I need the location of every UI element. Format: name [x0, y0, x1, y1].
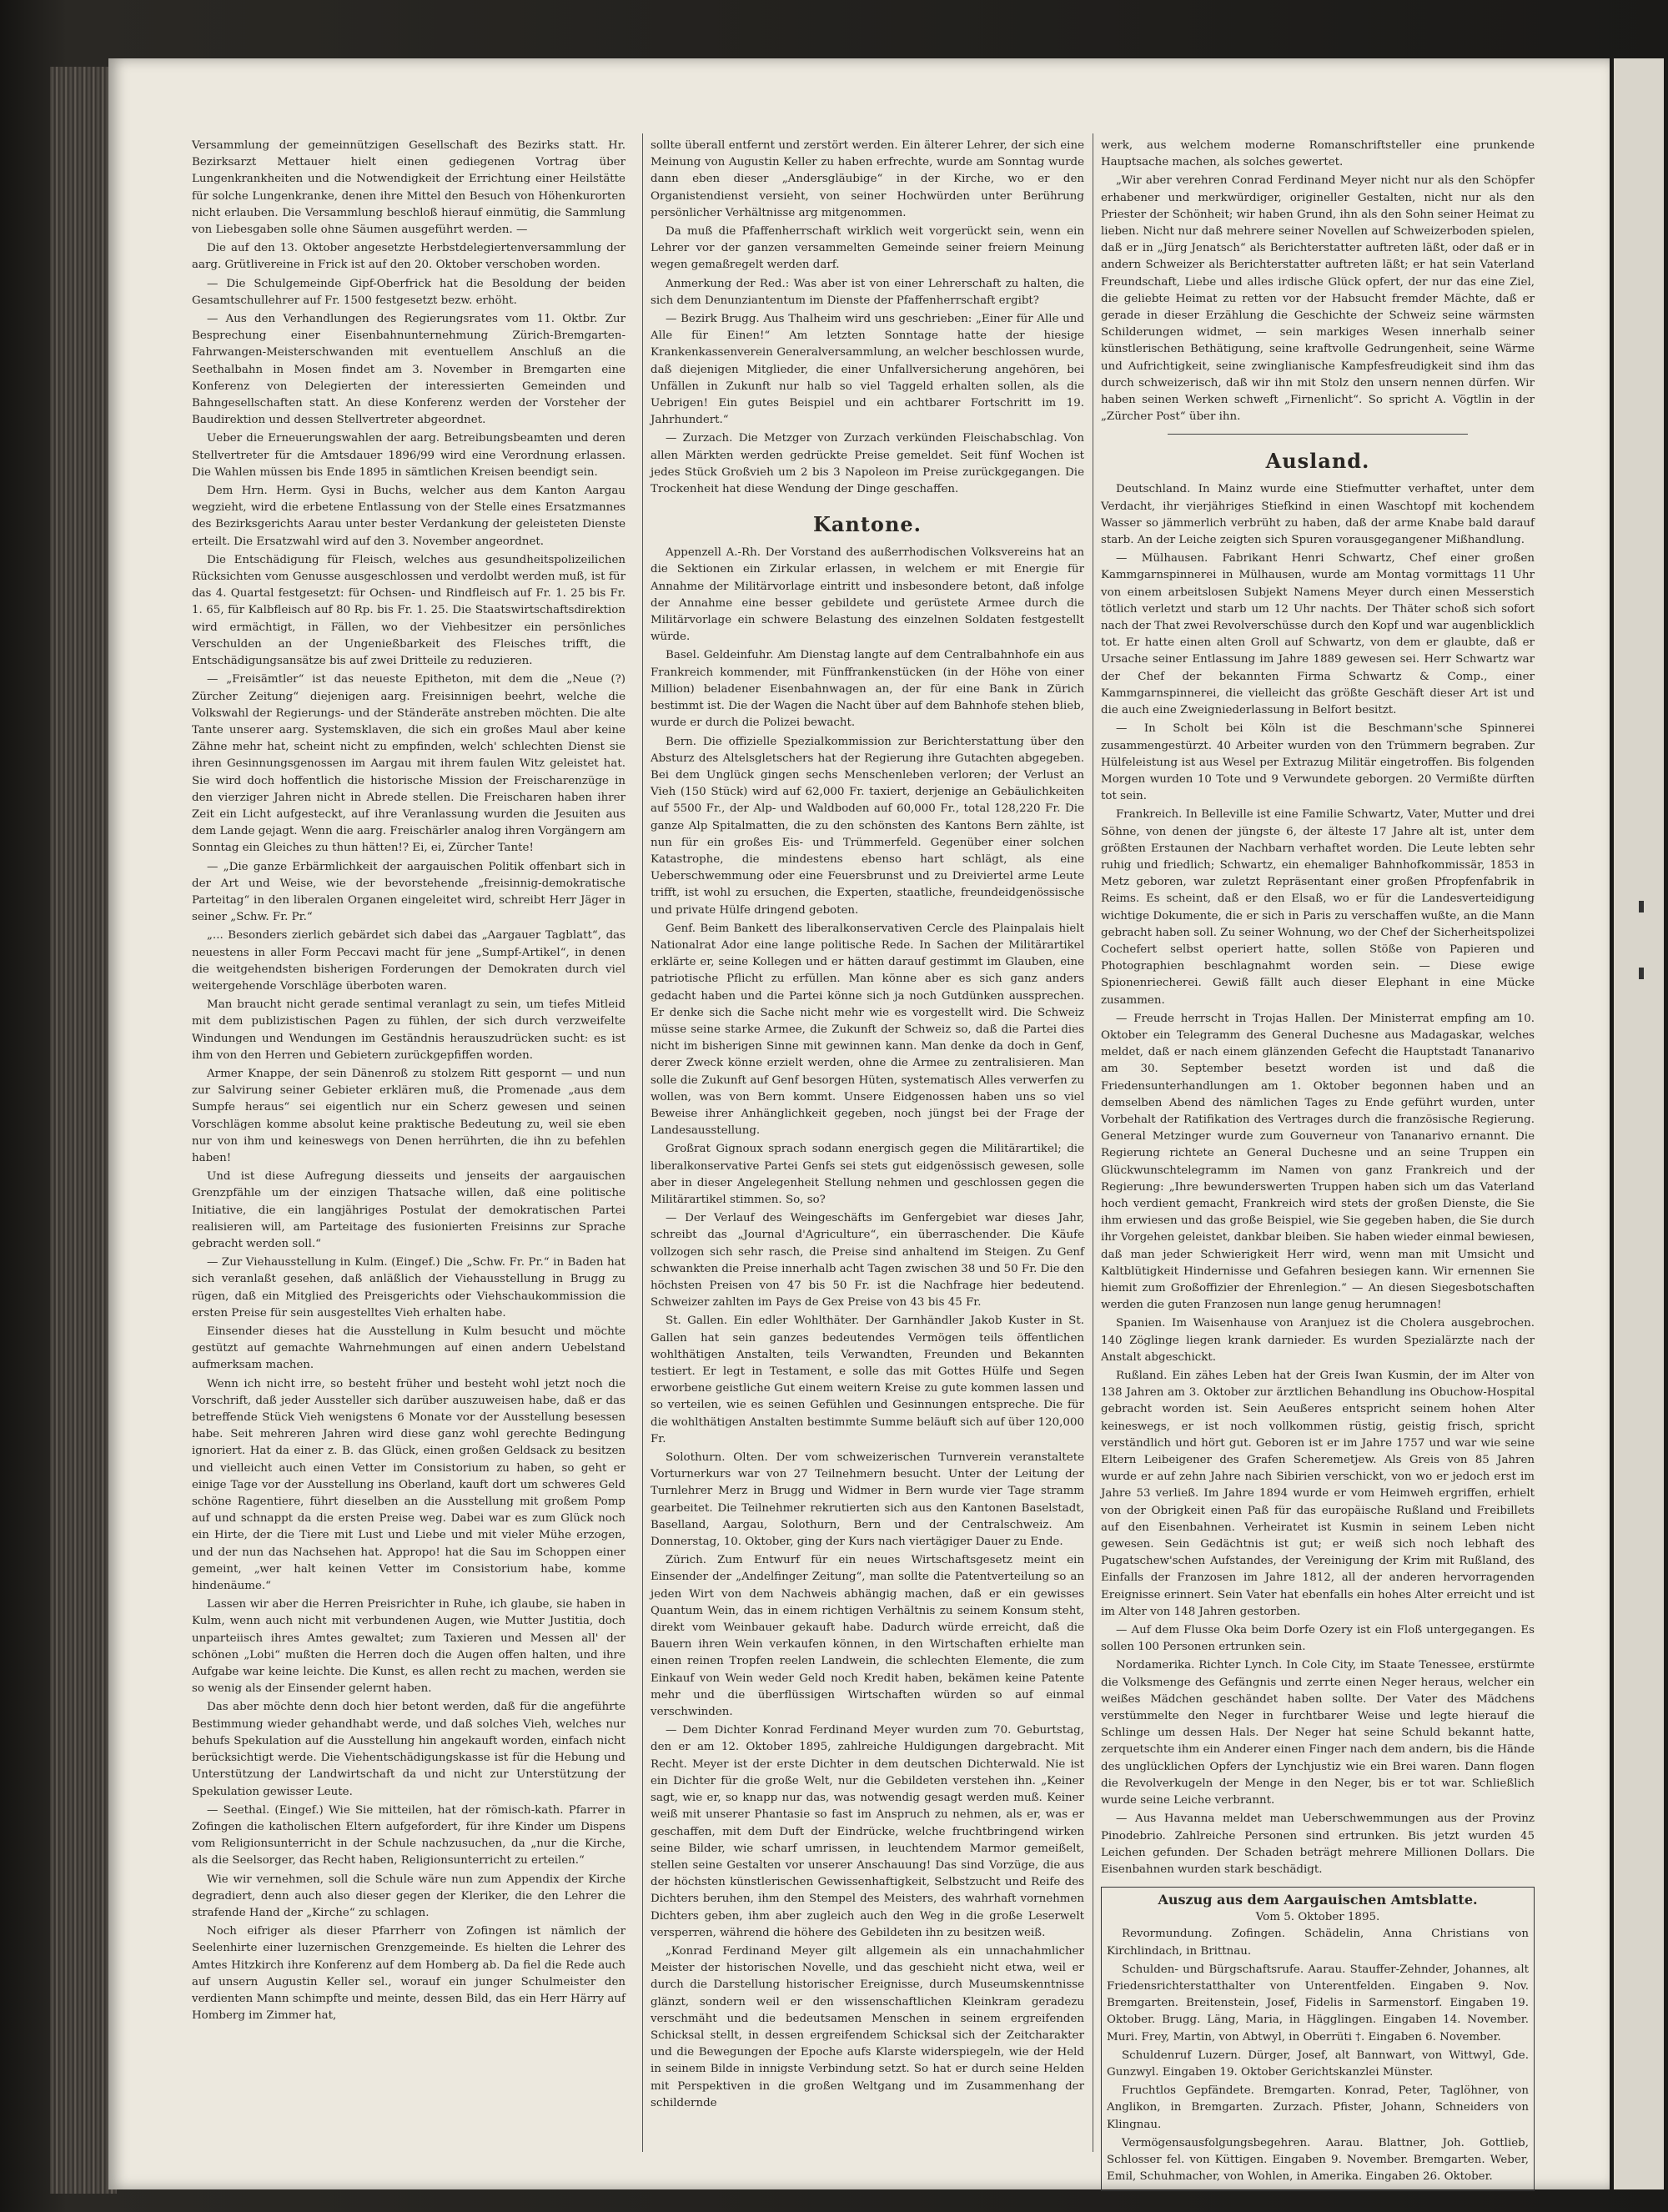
- article-paragraph: werk, aus welchem moderne Romanschriftsteller eine prunkende Hauptsache machen, als solches gewertet.: [1101, 139, 1535, 169]
- article-paragraph: Einsender dieses hat die Ausstellung in Kulm besucht und möchte gestützt auf gemachte Wahrnehmungen auf einen andern Uebelstand aufmerksam machen.: [192, 1325, 626, 1372]
- article-paragraph: Wie wir vernehmen, soll die Schule wäre nun zum Appendix der Kirche degradiert, denn auch also dieser gegen der Kleriker, die den Lehrer die strafende Hand der „Kirche“ zu schlagen.: [192, 1873, 626, 1919]
- article-paragraph: „Konrad Ferdinand Meyer gilt allgemein als ein unnachahmlicher Meister der historischen Novelle, und das geschieht nicht etwa, weil er durch die Darstellung historischer Ereignisse, durch Museumskenntnisse glänzt, sondern weil er den wissenschaftlichen Kleinkram geradezu verschmäht und die bedeutsamen Menschen in seinem ergreifenden Schicksal stellt, in dessen ergreifendem Schicksal sich der Zeitcharakter und die Bewegungen der Epoche aufs Klarste widerspiegeln, wie der Held in seinem Bilde in innigste Verbindung setzt. So hat er durch seine Helden mit Perspektiven in die großen Weltgang und im Zusammenhang der schildernde: [651, 1944, 1084, 2109]
- article-paragraph: Deutschland. In Mainz wurde eine Stiefmutter verhaftet, unter dem Verdacht, ihr vierjähriges Stiefkind in einen Waschtopf mit kochendem Wasser so jämmerlich verbrüht zu haben, daß der arme Knabe bald darauf starb. An der Leiche zeigten sich Spuren vorausgegangener Mißhandlung.: [1101, 483, 1535, 547]
- article-paragraph: Nordamerika. Richter Lynch. In Cole City, im Staate Tenessee, erstürmte die Volksmenge des Gefängnis und zerrte einen Neger heraus, welcher ein weißes Mädchen geschändet haben sollte. Der Vater des Mädchens verstümmelte den Neger in furchtbarer Weise und legte hierauf die Schlinge um dessen Hals. Der Neger hat seine Schuld bekannt hatte, zerquetschte ihm ein Anderer einen Finger nach dem andern, bis die Hände des unglücklichen Opfers der Lynchjustiz wie ein Brei waren. Dann flogen die Revolverkugeln der Menge in den Neger, bis er tot war. Schließlich wurde seine Leiche verbrannt.: [1101, 1659, 1535, 1807]
- article-paragraph: Großrat Gignoux sprach sodann energisch gegen die Militärartikel; die liberalkonservative Partei Genfs sei stets gut eidgenössisch gewesen, solle aber in dieser Angelegenheit Stellung nehmen und geschlossen gegen die Militärartikel stimmen. So, so?: [651, 1143, 1084, 1206]
- box-entry: Fruchtlos Gepfändete. Bremgarten. Konrad, Peter, Taglöhner, von Anglikon, in Bremgarten. Zurzach. Pfister, Johann, Schneiders von Klingnau.: [1107, 2084, 1529, 2131]
- next-page-edge: [1614, 58, 1664, 2189]
- article-paragraph: — Mülhausen. Fabrikant Henri Schwartz, Chef einer großen Kammgarnspinnerei in Mülhausen, wurde am Montag vormittags 11 Uhr von einem arbeitslosen Subjekt Namens Meyer durch einen Messerstich tötlich verletzt und starb um 12 Uhr nachts. Der Thäter schoß sich sofort nach der That zwei Revolverschüsse durch den Kopf und war augenblicklich tot. Er hatte einen alten Groll auf Schwartz, von dem er glaubte, daß er Ursache seiner Entlassung im Jahre 1889 gewesen sei. Herr Schwartz war der Chef der bekannten Firma Schwartz & Comp., einer Kammgarnspinnerei, die vielleicht das größte Geschäft dieser Art ist und die auch eine Zweigniederlassung in Belfort besitzt.: [1101, 552, 1535, 717]
- box-entry: Revormundung. Zofingen. Schädelin, Anna Christians von Kirchlindach, in Brittnau.: [1107, 1928, 1529, 1958]
- article-paragraph: Wenn ich nicht irre, so besteht früher und besteht wohl jetzt noch die Vorschrift, daß jeder Aussteller sich darüber auszuweisen habe, daß er das betreffende Stück Vieh wenigstens 6 Monate vor der Ausstellung besessen habe. Seit mehreren Jahren wird diese ganz wohl gerechte Bedingung ignoriert. Hat da einer z. B. das Glück, einen großen Geldsack zu besitzen und vielleicht auch einen Vetter im Consistorium zu haben, so geht er einige Tage vor der Ausstellung ins Oberland, kauft dort um schweres Geld schöne Ragentiere, führt dieselben an die Ausstellung mit großem Pomp auf und schnappt da die ersten Preise weg. Dabei war es zum Glück noch ein Hirte, der die Tiere mit Lust und Liebe und mit vieler Mühe erzogen, und der nun das Nachsehen hat. Appropo! hat die Sau im Schoppen einer gemeint, „wer halt keinen Vetter im Consistorium habe, komme hindenäume.“: [192, 1377, 626, 1593]
- article-paragraph: Basel. Geldeinfuhr. Am Dienstag langte auf dem Centralbahnhofe ein aus Frankreich kommender, mit Fünffrankenstücken (in der Höhe von einer Million) beladener Eisenbahnwagen an, der für eine Bank in Zürich bestimmt ist. Die der Wagen die Nacht über auf dem Bahnhofe stehen blieb, wurde er durch die Polizei bewacht.: [651, 649, 1084, 730]
- article-paragraph: Und ist diese Aufregung diesseits und jenseits der aargauischen Grenzpfähle um der einzigen Thatsache willen, daß eine politische Initiative, die ein langjähriges Postulat der demokratischen Partei realisieren will, am Parteitage des fusionierten Freisinns zur Sprache gebracht werden soll.“: [192, 1170, 626, 1250]
- box-entry: Schulden- und Bürgschaftsrufe. Aarau. Stauffer-Zehnder, Johannes, alt Friedensrichterstatthalter von Unterentfelden. Eingaben 9. Nov. Bremgarten. Breitenstein, Josef, Fidelis in Sarmenstorf. Eingaben 19. Oktober. Brugg. Läng, Maria, in Hägglingen. Eingaben 14. November. Muri. Frey, Martin, von Abtwyl, in Oberrüti †. Eingaben 6. November.: [1107, 1963, 1529, 2044]
- column-3: [1101, 138, 1535, 2184]
- article-paragraph: — Zur Viehausstellung in Kulm. (Eingef.) Die „Schw. Fr. Pr.“ in Baden hat sich veranlaßt gesehen, daß anläßlich der Viehausstellung in Brugg zu rügen, daß ein Mitglied des Preisgerichts oder Viehschaukommission die ersten Preise für sein ausgestelltes Vieh erhalten habe.: [192, 1256, 626, 1320]
- article-paragraph: — Seethal. (Eingef.) Wie Sie mitteilen, hat der römisch-kath. Pfarrer in Zofingen die katholischen Eltern aufgefordert, für ihre Kinder um Dispens vom Religionsunterricht in der Schule nachzusuchen, da „nur die Kirche, als die Seelsorger, das Recht haben, Religionsunterricht zu erteilen.“: [192, 1803, 626, 1868]
- article-paragraph: — Freude herrscht in Trojas Hallen. Der Ministerrat empfing am 10. Oktober ein Telegramm des General Duchesne aus Madagaskar, welches meldet, daß er nach einem glänzenden Gefecht die Hauptstadt Tananarivo am 30. September besetzt worden ist und daß die Friedensunterhandlungen am 1. Oktober begonnen haben und an demselben Abend des nämlichen Tages zu Ende geführt wurden, unter Vorbehalt der Ratifikation des Vertrages durch die französische Regierung. General Metzinger wurde zum Gouverneur von Tananarivo ernannt. Die Regierung richtete an General Duchesne und an seine Truppen ein Glückwunschtelegramm im Namen von ganz Frankreich und der Regierung: „Ihre bewunderswerten Truppen haben sich um das Vaterland hoch verdient gemacht, Frankreich wird stets der großen Dienste, die Sie ihm erwiesen und das große Beispiel, wie Sie gegeben haben, die Sie durch ihr Vorgehen geleistet, dankbar bleiben. Sie haben wieder einmal bewiesen, daß man jeder Schwierigkeit Herr wird, wenn man mit Umsicht und Kaltblütigkeit Hindernisse und Gefahren besiegen kann. Wir ernennen Sie hiemit zum Großoffizier der Ehrenlegion.“ — An diesen Siegesbotschaften werden die guten Franzosen nun lange genug herumnagen!: [1101, 1012, 1535, 1312]
- article-paragraph: — In Scholt bei Köln ist die Beschmann'sche Spinnerei zusammengestürzt. 40 Arbeiter wurden von den Trümmern begraben. Zur Hülfeleistung ist aus Wesel per Extrazug Militär eingetroffen. Bis folgenden Morgen wurden 10 Tote und 9 Verwundete geborgen. 20 Vermißte dürften tot sein.: [1101, 722, 1535, 803]
- article-paragraph: — Zurzach. Die Metzger von Zurzach verkünden Fleischabschlag. Von allen Märkten werden gedrückte Preise gemeldet. Seit fünf Wochen ist jedes Stück Großvieh um 2 bis 3 Napoleon im Preise zurückgegangen. Die Trockenheit hat diese Wendung der Dinge geschaffen.: [651, 432, 1084, 496]
- article-paragraph: Ueber die Erneuerungswahlen der aarg. Betreibungsbeamten und deren Stellvertreter für die Amtsdauer 1896/99 wird eine Verordnung erlassen. Die Wahlen müssen bis Ende 1895 in sämtlichen Kreisen beendigt sein.: [192, 432, 626, 479]
- article-paragraph: St. Gallen. Ein edler Wohlthäter. Der Garnhändler Jakob Kuster in St. Gallen hat sein ganzes bedeutendes Vermögen teils öffentlichen wohlthätigen Anstalten, teils Verwandten, Freunden und Bekannten testiert. Er legt in Testament, e solle das mit Gottes Hülfe und Segen erworbene geistliche Gut einem weitern Kreise zu gute kommen lassen und so verteilen, wie es seinen Gefühlen und Gesinnungen entspreche. Die für die wohlthätigen Anstalten bestimmte Summe beläuft sich auf über 120,000 Fr.: [651, 1315, 1084, 1445]
- article-paragraph: Lassen wir aber die Herren Preisrichter in Ruhe, ich glaube, sie haben in Kulm, wenn auch nicht mit verbundenen Augen, wie Mutter Justitia, doch unparteiisch ihres Amtes gewaltet; zum Taxieren und Messen all' der schönen „Lobi“ mußten die Herren doch die Augen offen halten, und ihre Aufgabe war keine leichte. Die Kunst, es allen recht zu machen, werden sie so wenig als der Einsender gelernt haben.: [192, 1598, 626, 1696]
- book-binding: [50, 67, 117, 2194]
- article-paragraph: — Bezirk Brugg. Aus Thalheim wird uns geschrieben: „Einer für Alle und Alle für Einen!“ Am letzten Sonntage hatte der hiesige Krankenkassenverein Generalversammlung, an welcher beschlossen wurde, daß diejenigen Mitglieder, die einer Unfallversicherung angehören, bei Unfällen in Zukunft nur halb so viel Taggeld erhalten sollen, als die Uebrigen! Ein gutes Beispiel und ein achtbarer Fortschritt im 19. Jahrhundert.“: [651, 313, 1084, 427]
- page-edge-mark: [1639, 901, 1644, 912]
- article-paragraph: Da muß die Pfaffenherrschaft wirklich weit vorgerückt sein, wenn ein Lehrer vor der ganzen versammelten Gemeinde seiner freiern Meinung wegen gemaßregelt werden darf.: [651, 225, 1084, 272]
- article-paragraph: sollte überall entfernt und zerstört werden. Ein älterer Lehrer, der sich eine Meinung von Augustin Keller zu haben erfrechte, wurde am Sonntag wurde dann eben dieser „Andersgläubige“ in der Kirche, wo er den Organistendienst versieht, von seiner Hochwürden unter Berührung persönlicher Verhältnisse arg mitgenommen.: [651, 139, 1084, 219]
- column-1: [192, 138, 626, 2156]
- article-paragraph: Die auf den 13. Oktober angesetzte Herbstdelegiertenversammlung der aarg. Grütlivereine in Frick ist auf den 20. Oktober verschoben worden.: [192, 242, 626, 272]
- box-date: Vom 5. Oktober 1895.: [1255, 1911, 1380, 1924]
- article-paragraph: Noch eifriger als dieser Pfarrherr von Zofingen ist nämlich der Seelenhirte einer luzernischen Grenzgemeinde. Es hielten die Lehrer des Amtes Hitzkirch ihre Konferenz auf dem Homberg ab. Da fiel die Rede auch auf unsern Augustin Keller sel., worauf ein junger Schulmeister den verdienten Mann schimpfte und meinte, dessen Bild, das ein Herr Härry auf Homberg im Zimmer hat,: [192, 1925, 626, 2023]
- article-paragraph: — Aus den Verhandlungen des Regierungsrates vom 11. Oktbr. Zur Besprechung einer Eisenbahnunternehmung Zürich-Bremgarten-Fahrwangen-Meisterschwanden mit eventuellem Anschluß an die Seethalbahn in Mosen findet am 3. November in Bremgarten eine Konferenz von Delegierten der interessierten Gemeinden und Bahngesellschaften statt. An diese Konferenz werden der Vorsteher der Baudirektion und dessen Stellvertreter abgeordnet.: [192, 313, 626, 427]
- article-paragraph: Solothurn. Olten. Der vom schweizerischen Turnverein veranstaltete Vorturnerkurs war von 27 Teilnehmern besucht. Unter der Leitung der Turnlehrer Merz in Brugg und Widmer in Bern wurde vier Tage stramm gearbeitet. Die Teilnehmer rekrutierten sich aus den Kantonen Baselstadt, Baselland, Aargau, Solothurn, Bern und der Centralschweiz. Am Donnerstag, 10. Oktober, ging der Kurs nach viertägiger Dauer zu Ende.: [651, 1451, 1084, 1549]
- article-paragraph: — Dem Dichter Konrad Ferdinand Meyer wurden zum 70. Geburtstag, den er am 12. Oktober 1895, zahlreiche Huldigungen dargebracht. Mit Recht. Meyer ist der erste Dichter in dem deutschen Dichterwald. Nie ist ein Dichter für die große Welt, nur die Gebildeten verstehen ihn. „Keiner sagt, wie er, so knapp nur das, was notwendig gesagt werden muß. Keiner weiß mit unserer Phantasie so fast im Anspruch zu nehmen, als er, was er geschaffen, mit dem Duft der Eindrücke, welche fruchtbringend wirken seine Bilder, wie scharf umrissen, in leuchtendem Marmor gemeißelt, stellen seine Gestalten vor unserer Anschauung! Das sind Vorzüge, die aus der höchsten künstlerischen Gewissenhaftigkeit, Selbstzucht und Reife des Dichters beruhen, ihm den Stempel des Meisters, des wahrhaft vornehmen Dichters geben, ihm aber zugleich auch den Weg in die große Leserwelt versperren, während die höhere des Gebildeten ihn zu besitzen weiß.: [651, 1724, 1084, 1939]
- article-paragraph: Die Entschädigung für Fleisch, welches aus gesundheitspolizeilichen Rücksichten vom Genusse ausgeschlossen und verdolbt werden muß, ist für das 4. Quartal festgesetzt: für Ochsen- und Rindfleisch auf Fr. 1. 25 bis Fr. 1. 65, für Kalbfleisch auf 80 Rp. bis Fr. 1. 25. Die Staatswirtschaftsdirektion wird ermächtigt, in Fällen, wo der Viehbesitzer ein persönliches Verschulden an der Ungenießbarkeit des Fleisches trifft, die Entschädigungsansätze bis auf zwei Dritteile zu reduzieren.: [192, 553, 626, 668]
- article-paragraph: Spanien. Im Waisenhause von Aranjuez ist die Cholera ausgebrochen. 140 Zöglinge liegen krank darnieder. Es wurden Spezialärzte nach der Anstalt abgeschickt.: [1101, 1317, 1535, 1364]
- box-title: Auszug aus dem Aargauischen Amtsblatte.: [1158, 1892, 1478, 1908]
- box-entry: Schuldenruf Luzern. Dürger, Josef, alt Bannwart, von Wittwyl, Gde. Gunzwyl. Eingaben 19. Oktober Gerichtskanzlei Münster.: [1107, 2049, 1529, 2079]
- column-2: [651, 138, 1084, 2156]
- article-paragraph: Rußland. Ein zähes Leben hat der Greis Iwan Kusmin, der im Alter von 138 Jahren am 3. Oktober zur ärztlichen Behandlung ins Obuchow-Hospital gebracht worden ist. Sein Aeußeres entspricht seinem hohen Alter keineswegs, er ist noch vollkommen rüstig, geistig frisch, spricht verständlich und hört gut. Geboren ist er im Jahre 1757 und war wie seine Eltern Leibeigener des Grafen Scheremetjew. Als Greis von 85 Jahren wurde er auf zehn Jahre nach Sibirien verschickt, von wo er jedoch erst im Jahre 53 verließ. Im Jahre 1894 wurde er vom Heimweh ergriffen, erhielt von der Obrigkeit einen Paß für das europäische Rußland und Freibillets auf den Eisenbahnen. Verheiratet ist Kusmin in seinem Leben nicht gewesen. Sein Gedächtnis ist gut; er weiß sich noch lebhaft des Pugatschew'schen Aufstandes, der Vereinigung der Krim mit Rußland, des Einfalls der Franzosen im Jahre 1812, all der anderen hervorragenden Ereignisse erinnert. Sein Vater hat ebenfalls ein hohes Alter erreicht und ist im Alter von 148 Jahren gestorben.: [1101, 1370, 1535, 1618]
- article-paragraph: Zürich. Zum Entwurf für ein neues Wirtschaftsgesetz meint ein Einsender der „Andelfinger Zeitung“, man sollte die Patentverteilung so an jeden Wirt von dem Nachweis abhängig machen, daß er ein gewisses Quantum Wein, das in einem richtigen Verhältnis zu seinem Konsum steht, direkt vom Weinbauer gekauft habe. Dadurch würde erreicht, daß die Bauern ihren Wein verkaufen können, in den Wirtschaften erhielte man einen reinen Tropfen reelen Landwein, die schlechten Elemente, die zum Einkauf von Wein weder Geld noch Kredit haben, bekämen keine Patente mehr und die überflüssigen Wirtschaften würden so auf einmal verschwinden.: [651, 1554, 1084, 1719]
- section-divider: [1168, 434, 1468, 435]
- page-edge-mark: [1639, 968, 1644, 979]
- article-paragraph: — „Die ganze Erbärmlichkeit der aargauischen Politik offenbart sich in der Art und Weise, wie der bevorstehende „freisinnig-demokratische Parteitag“ in den liberalen Organen eingeleitet wird, schreibt Herr Jäger in seiner „Schw. Fr. Pr.“: [192, 860, 626, 924]
- official-gazette-box: [1101, 1887, 1535, 2191]
- article-paragraph: „... Besonders zierlich gebärdet sich dabei das „Aargauer Tagblatt“, das neuestens in aller Form Peccavi macht für jene „Sumpf-Artikel“, in denen die weitgehendsten bisherigen Forderungen der Demokraten durch viel weitergehende Vorschläge überboten waren.: [192, 929, 626, 993]
- box-entry: Vermögensausfolgungsbegehren. Aarau. Blattner, Joh. Gottlieb, Schlosser fel. von Küttigen. Eingaben 9. November. Bremgarten. Weber, Emil, Schuhmacher, von Wohlen, in Amerika. Eingaben 26. Oktober.: [1107, 2136, 1529, 2184]
- article-paragraph: Das aber möchte denn doch hier betont werden, daß für die angeführte Bestimmung wieder gehandhabt werde, und daß solches Vieh, welches nur behufs Spekulation auf die Ausstellung hin angekauft worden, einfach nicht berücksichtigt werde. Die Viehentschädigungskasse ist für die Hebung und Unterstützung der Landwirtschaft da und nicht zur Unterstützung der Spekulation gewisser Leute.: [192, 1701, 626, 1798]
- section-heading-kantone: Kantone.: [812, 512, 922, 537]
- article-paragraph: Armer Knappe, der sein Dänenroß zu stolzem Ritt gespornt — und nun zur Salvirung seiner Gebieter erklären muß, die Promenade „aus dem Sumpfe heraus“ sei eigentlich nur ein Scherz gewesen und seinen Vorschlägen komme absolut keine praktische Bedeutung zu, weil sie eben nur von ihm und keineswegs von Denen herrührten, die ihn zu befehlen haben!: [192, 1067, 626, 1164]
- section-heading-ausland: Ausland.: [1265, 449, 1370, 474]
- article-paragraph: — Die Schulgemeinde Gipf-Oberfrick hat die Besoldung der beiden Gesamtschullehrer auf Fr. 1500 festgesetzt bezw. erhöht.: [192, 277, 626, 307]
- article-paragraph: — Aus Havanna meldet man Ueberschwemmungen aus der Provinz Pinodebrio. Zahlreiche Personen sind ertrunken. Bis jetzt wurden 45 Leichen gefunden. Der Schaden beträgt mehrere Millionen Dollars. Die Eisenbahnen wurden stark beschädigt.: [1101, 1812, 1535, 1876]
- article-paragraph: Bern. Die offizielle Spezialkommission zur Berichterstattung über den Absturz des Altelsgletschers hat der Regierung ihre Gutachten abgegeben. Bei dem Unglück gingen sechs Menschenleben verloren; der Verlust an Vieh (150 Stück) wird auf 62,000 Fr. taxiert, derjenige an Gebäulichkeiten auf 5500 Fr., der Alp- und Waldboden auf 60,000 Fr., total 128,220 Fr. Die ganze Alp Spitalmatten, die zu den schönsten des Kantons Bern zählte, ist nun für ein großes Eis- und Trümmerfeld. Gegenüber einer solchen Katastrophe, die mindestens ebenso hart schlägt, als eine Ueberschwemmung oder eine Feuersbrunst und zu Dreiviertel arme Leute trifft, ist wohl zu ersuchen, die Experten, staatliche, freundeidgenössische und private Hülfe dringend geboten.: [651, 735, 1084, 917]
- column-rule: [642, 133, 643, 2152]
- article-paragraph: Frankreich. In Belleville ist eine Familie Schwartz, Vater, Mutter und drei Söhne, von denen der jüngste 6, der älteste 17 Jahre alt ist, unter dem größten Erstaunen der Nachbarn verhaftet worden. Die Leute lebten sehr ruhig und friedlich; Schwartz, ein ehemaliger Bahnhofkommissär, 1853 in Metz geboren, war zuletzt Repräsentant einer großen Pfropfenfabrik in Reims. Es scheint, daß er den Elsaß, wo er für die Landesverteidigung wichtige Dokumente, die er sich in Paris zu verschaffen wußte, an die Mann gebracht haben soll. Zu seiner Wohnung, wo der Chef der Sicherheitspolizei Cochefert selbst operiert hatte, sollen Stöße von Papieren und Photographien beschlagnahmt worden sein. — Diese ewige Spionenriecherei. Gewiß fällt auch dieser Elephant in eine Mücke zusammen.: [1101, 808, 1535, 1007]
- article-paragraph: Versammlung der gemeinnützigen Gesellschaft des Bezirks statt. Hr. Bezirksarzt Mettauer hielt einen gediegenen Vortrag über Lungenkrankheiten und die Notwendigkeit der Errichtung einer Heilstätte für solche Lungenkranke, denen ihre Mittel den Besuch von Höhenkurorten nicht erlauben. Die Versammlung beschloß hierauf einmütig, die Sammlung von Liebesgaben solle ohne Säumen ausgeführt werden. —: [192, 139, 626, 237]
- article-paragraph: — „Freisämtler“ ist das neueste Epitheton, mit dem die „Neue (?) Zürcher Zeitung“ diejenigen aarg. Freisinnigen beehrt, welche die Volkswahl der Regierungs- und der Ständeräte anstreben möchten. Die alte Tante unserer aarg. Systemsklaven, die sich ein großes Maul aber keine Zähne mehr hat, scheint nicht zu empfinden, welch' schlechten Dienst sie ihren Gesinnungsgenossen im Aargau mit ihrem faulen Witz geleistet hat. Sie wird doch hoffentlich die historische Mission der Freischarenzüge in den vierziger Jahren nicht in Abrede stellen. Die Freischaren haben ihrer Zeit ein Licht aufgesteckt, auf ihre Veranlassung wurden die Jesuiten aus dem Lande gejagt. Wenn die aarg. Freischärler analog ihren Vorgängern am Sonntag ein Gleiches zu thun hätten!? Ei, ei, Zürcher Tante!: [192, 673, 626, 855]
- article-paragraph: „Wir aber verehren Conrad Ferdinand Meyer nicht nur als den Schöpfer erhabener und merkwürdiger, origineller Gestalten, nicht nur als den Priester der Schönheit; wir haben Grund, ihn als den Sohn seiner Heimat zu lieben. Nicht nur daß mehrere seiner Novellen auf Schweizerboden spielen, daß er in „Jürg Jenatsch“ als Berichterstatter auftreten läßt, oder daß er in andern Schweizer als Berichterstatter auftreten läßt; er hat sein Vaterland Freundschaft, Liebe und alles irdische Glück opfert, der nur das eine Ziel, die geliebte Heimat zu retten vor der Habsucht fremder Mächte, daß er gerade in dieser Erzählung die Geschichte der Schweiz seine wärmsten Schilderungen widmet, — sein markiges Wesen innerhalb seiner künstlerischen Bethätigung, seine kraftvolle Gedrungenheit, seine Wärme und Aufrichtigkeit, seine zwinglianische Kampfesfreudigkeit sind ihm das durch schweizerisch, daß wir ihn mit Stolz den unsern nennen dürfen. Wir haben seinen Werken schweft „Firnenlicht“. So spricht A. Vögtlin in der „Zürcher Post“ über ihn.: [1101, 174, 1535, 424]
- article-paragraph: Genf. Beim Bankett des liberalkonservativen Cercle des Plainpalais hielt Nationalrat Ador eine lange politische Rede. In Sachen der Militärartikel erklärte er, seine Kollegen und er hätten darauf gestimmt im Glauben, eine patriotische Pflicht zu erfüllen. Man könne aber es sich ganz anders gedacht haben und die Partei könne sich ja noch Gutdünken aussprechen. Er denke sich die Sache nicht mehr wie es vorgestellt wird. Die Schweiz müsse seine starke Armee, die Zukunft der Schweiz so, daß die Partei dies nicht im bisherigen Sinne mit gewinnen kann. Man denke da doch in Genf, derer Zweck könne erzielt werden, ohne die Armee zu zentralisieren. Man solle die Zukunft auf Genf besorgen Hüten, systematisch Alles verwerfen zu wollen, was von Bern kommt. Unsere Eidgenossen haben uns so viel Beweise ihrer Anhänglichkeit gegeben, noch jüngst bei der Frage der Landesausstellung.: [651, 922, 1084, 1138]
- article-paragraph: Man braucht nicht gerade sentimal veranlagt zu sein, um tiefes Mitleid mit dem publizistischen Pagen zu fühlen, der sich durch verzweifelte Windungen und Wendungen im Geständnis herauszudrücken sucht: es ist ihm von den Herren und Gebietern zurückgepfiffen worden.: [192, 998, 626, 1062]
- article-paragraph: Anmerkung der Red.: Was aber ist von einer Lehrerschaft zu halten, die sich dem Denunziantentum im Dienste der Pfaffenherrschaft ergibt?: [651, 277, 1084, 307]
- article-paragraph: Dem Hrn. Herm. Gysi in Buchs, welcher aus dem Kanton Aargau wegzieht, wird die erbetene Entlassung von der Stelle eines Ersatzmannes des Bezirksgerichts Aarau unter bester Verdankung der geleisteten Dienste erteilt. Die Ersatzwahl wird auf den 3. November angeordnet.: [192, 485, 626, 548]
- article-paragraph: Appenzell A.-Rh. Der Vorstand des außerrhodischen Volksvereins hat an die Sektionen ein Zirkular erlassen, in welchem er mit Energie für Annahme der Militärvorlage eintritt und insbesondere betont, daß infolge der Annahme eine besser gebildete und gerüstete Armee durch die Militärvorlage ein schwere Belastung des einzelnen Soldaten festgestellt würde.: [651, 546, 1084, 644]
- article-paragraph: — Auf dem Flusse Oka beim Dorfe Ozery ist ein Floß untergegangen. Es sollen 100 Personen ertrunken sein.: [1101, 1624, 1535, 1654]
- article-paragraph: — Der Verlauf des Weingeschäfts im Genfergebiet war dieses Jahr, schreibt das „Journal d'Agriculture“, ein überraschender. Die Käufe vollzogen sich sehr rasch, die Preise sind anhaltend im Steigen. Zu Genf schwankten die Preise innerhalb acht Tagen zwischen 38 und 50 Fr. Die den höchsten Preisen von 47 bis 50 Fr. ist die Nachfrage hier bedeutend. Schweizer zahlten im Pays de Gex Preise von 43 bis 45 Fr.: [651, 1212, 1084, 1310]
